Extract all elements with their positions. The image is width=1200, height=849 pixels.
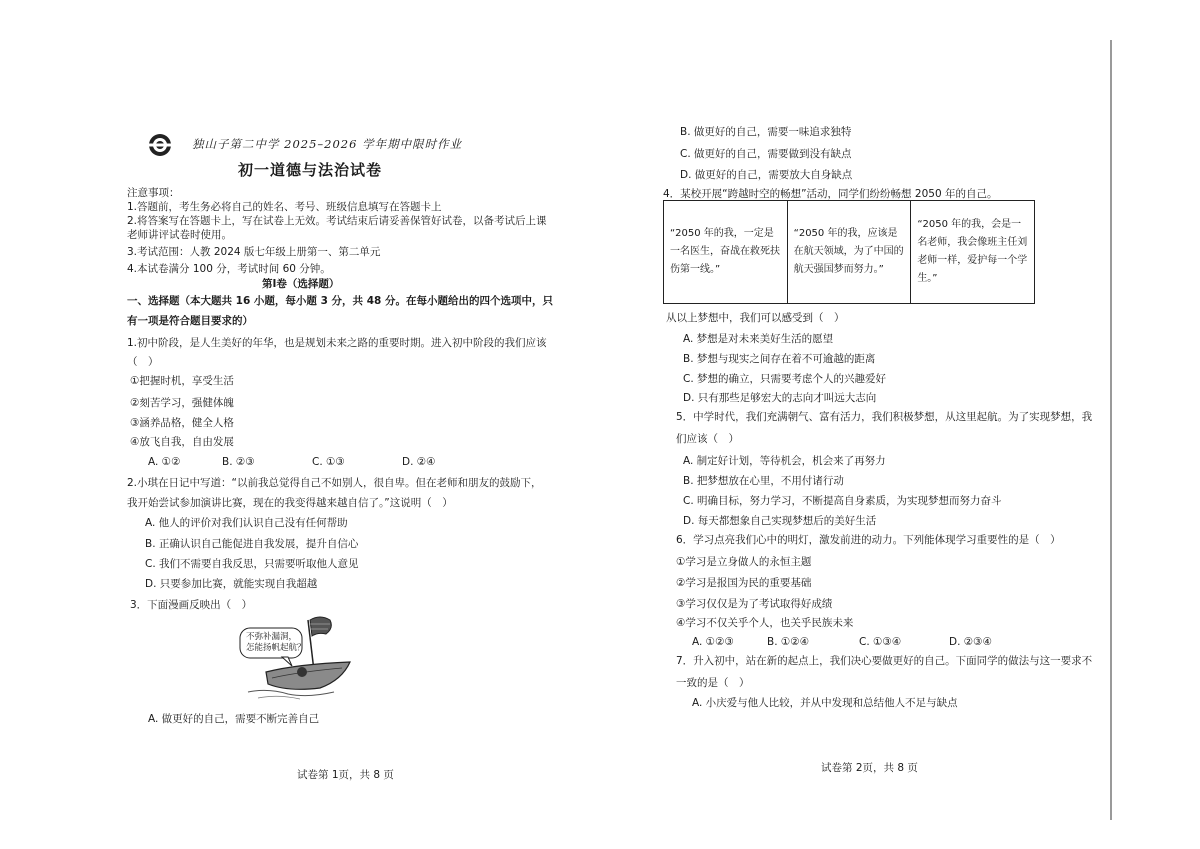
part1-instructions: 一、选择题（本大题共 16 小题，每小题 3 分，共 48 分。在每小题给出的四个选项中，只 [127, 295, 553, 307]
question-2-stem: 我开始尝试参加演讲比赛，现在的我变得越来越自信了。”这说明（ ） [127, 497, 453, 509]
question-7-stem: 7．升入初中，站在新的起点上，我们决心要做更好的自己。下面同学的做法与这一要求不 [676, 655, 1093, 667]
question-4-stem: 4．某校开展“跨越时空的畅想”活动，同学们纷纷畅想 2050 年的自己。 [663, 188, 998, 200]
question-3-option-d[interactable]: D. 做更好的自己，需要放大自身缺点 [680, 169, 853, 181]
question-1-stem: 1.初中阶段，是人生美好的年华，也是规划未来之路的重要时期。进入初中阶段的我们应该 [127, 337, 547, 349]
dream-cell: “2050 年的我，应该是在航天领域，为了中国的航天强国梦而努力。” [787, 201, 911, 304]
question-5-option-d[interactable]: D. 每天都想象自己实现梦想后的美好生活 [683, 515, 877, 527]
question-4-prompt: 从以上梦想中，我们可以感受到（ ） [666, 312, 845, 324]
question-5-option-b[interactable]: B. 把梦想放在心里，不用付诸行动 [683, 475, 844, 487]
question-3-option-a[interactable]: A. 做更好的自己，需要不断完善自己 [148, 713, 320, 725]
question-6-item: ①学习是立身做人的永恒主题 [676, 556, 812, 568]
binding-line [1110, 40, 1112, 820]
question-5-option-a[interactable]: A. 制定好计划，等待机会，机会来了再努力 [683, 455, 886, 467]
cartoon-caption: 不弥补漏洞， [246, 632, 298, 642]
school-emblem-icon [148, 133, 172, 157]
question-6-option-b[interactable]: B. ①②④ [767, 636, 810, 648]
question-6-item: ③学习仅仅是为了考试取得好成绩 [676, 598, 833, 610]
question-3-option-c[interactable]: C. 做更好的自己，需要做到没有缺点 [680, 148, 852, 160]
question-1-item: ①把握时机，享受生活 [130, 375, 234, 387]
question-1-item: ②刻苦学习，强健体魄 [130, 397, 234, 409]
notice-line: 4.本试卷满分 100 分，考试时间 60 分钟。 [127, 263, 331, 275]
question-1-option-a[interactable]: A. ①② [148, 456, 181, 468]
cartoon-caption: 怎能扬帆起航？ [246, 643, 306, 653]
question-5-stem: 5．中学时代，我们充满朝气、富有活力，我们积极梦想，从这里起航。为了实现梦想，我 [676, 411, 1093, 423]
leaky-boat-cartoon [238, 606, 358, 704]
page-footer: 试卷第 1页，共 8 页 [297, 769, 394, 781]
question-5-stem: 们应该（ ） [676, 433, 739, 445]
page-footer: 试卷第 2页，共 8 页 [821, 762, 918, 774]
section-title: 第Ⅰ卷（选择题） [262, 278, 340, 290]
question-4-option-a[interactable]: A. 梦想是对未来美好生活的愿望 [683, 333, 834, 345]
exam-title: 初一道德与法治试卷 [238, 161, 383, 179]
notice-line: 老师讲评试卷时使用。 [127, 229, 232, 241]
question-1-stem: （ ） [127, 356, 159, 368]
notice-line: 2.将答案写在答题卡上，写在试卷上无效。考试结束后请妥善保管好试卷，以备考试后上课 [127, 215, 547, 227]
dream-table [663, 200, 1035, 304]
question-6-stem: 6．学习点亮我们心中的明灯，激发前进的动力。下列能体现学习重要性的是（ ） [676, 534, 1061, 546]
dream-cell: “2050 年的我，会是一名老师，我会像班主任刘老师一样，爱护每一个学生。” [911, 201, 1035, 304]
notice-title: 注意事项： [127, 187, 180, 199]
question-4-option-d[interactable]: D. 只有那些足够宏大的志向才叫远大志向 [683, 392, 877, 404]
question-2-option-d[interactable]: D. 只要参加比赛，就能实现自我超越 [145, 578, 318, 590]
part1-instructions: 有一项是符合题目要求的） [127, 315, 253, 327]
question-1-option-d[interactable]: D. ②④ [402, 456, 436, 468]
question-3-stem: 3．下面漫画反映出（ ） [130, 599, 253, 611]
question-6-item: ②学习是报国为民的重要基础 [676, 577, 812, 589]
notice-line: 1.答题前，考生务必将自己的姓名、考号、班级信息填写在答题卡上 [127, 201, 442, 213]
question-4-option-b[interactable]: B. 梦想与现实之间存在着不可逾越的距离 [683, 353, 876, 365]
question-6-option-d[interactable]: D. ②③④ [949, 636, 992, 648]
notice-line: 3.考试范围：人教 2024 版七年级上册第一、第二单元 [127, 246, 381, 258]
dream-cell: “2050 年的我，一定是一名医生，奋战在救死扶伤第一线。” [664, 201, 788, 304]
question-1-item: ③涵养品格，健全人格 [130, 417, 234, 429]
question-6-option-c[interactable]: C. ①③④ [859, 636, 902, 648]
question-1-item: ④放飞自我，自由发展 [130, 436, 234, 448]
question-2-option-c[interactable]: C. 我们不需要自我反思，只需要听取他人意见 [145, 558, 359, 570]
question-1-option-c[interactable]: C. ①③ [312, 456, 345, 468]
question-6-item: ④学习不仅关乎个人，也关乎民族未来 [676, 617, 854, 629]
question-1-option-b[interactable]: B. ②③ [222, 456, 255, 468]
question-5-option-c[interactable]: C. 明确目标，努力学习，不断提高自身素质，为实现梦想而努力奋斗 [683, 495, 1002, 507]
question-2-option-b[interactable]: B. 正确认识自己能促进自我发展，提升自信心 [145, 538, 359, 550]
question-3-option-b[interactable]: B. 做更好的自己，需要一味追求独特 [680, 126, 852, 138]
question-6-option-a[interactable]: A. ①②③ [692, 636, 734, 648]
exam-header: 独山子第二中学 2025–2026 学年期中限时作业 [192, 137, 463, 151]
question-4-option-c[interactable]: C. 梦想的确立，只需要考虑个人的兴趣爱好 [683, 373, 887, 385]
question-7-option-a[interactable]: A. 小庆爱与他人比较，并从中发现和总结他人不足与缺点 [692, 697, 958, 709]
question-7-stem: 一致的是（ ） [676, 677, 750, 689]
question-2-option-a[interactable]: A. 他人的评价对我们认识自己没有任何帮助 [145, 517, 348, 529]
question-2-stem: 2.小琪在日记中写道：“以前我总觉得自己不如别人，很自卑。但在老师和朋友的鼓励下， [127, 477, 542, 489]
